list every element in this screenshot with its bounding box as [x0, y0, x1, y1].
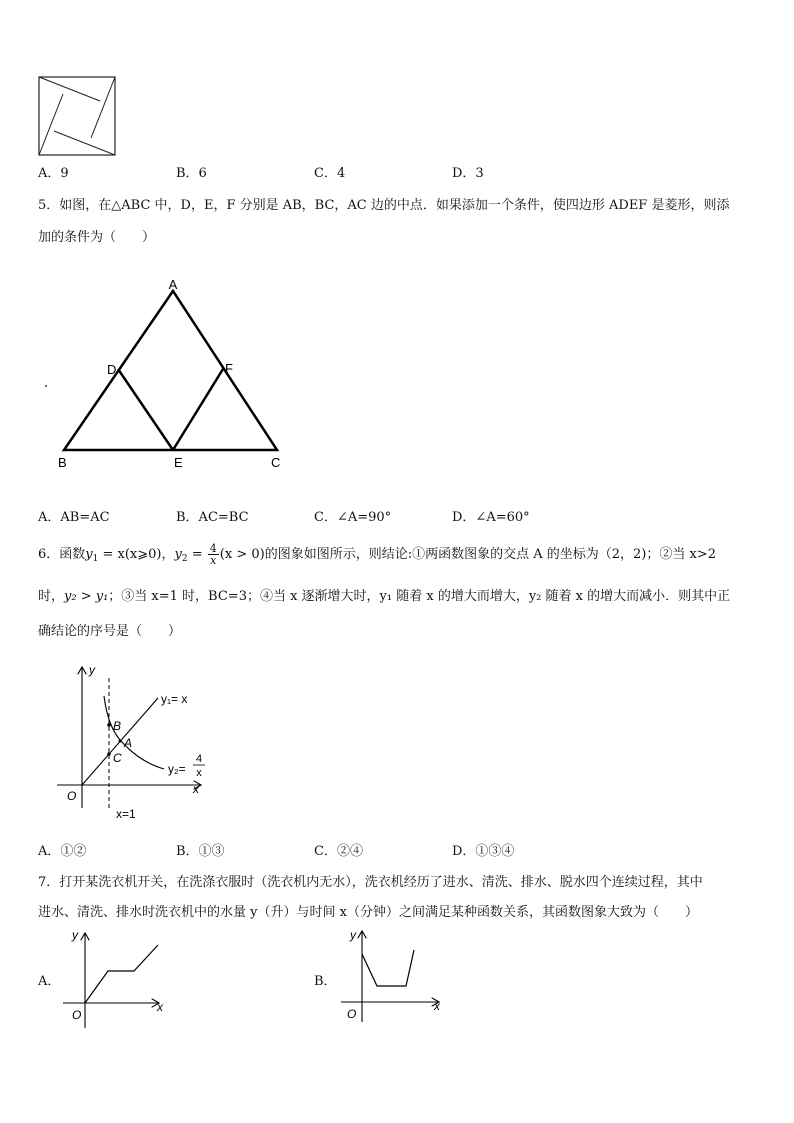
q6-fraction: [208, 543, 219, 566]
q6-option-a[interactable]: A．①②: [38, 844, 87, 859]
graph-x-label: x: [193, 782, 199, 796]
q6-question-line2: [38, 587, 730, 607]
q6-question-line1: [38, 543, 716, 569]
point-b: [107, 723, 111, 727]
q4-option-c[interactable]: C．4: [314, 166, 346, 181]
q7-question-line2: 进水、清洗、排水时洗衣机中的水量 y（升）与时间 x（分钟）之间满足某种函数关系，其函数图象大致为（ ）: [38, 905, 698, 920]
q7-option-a-graph[interactable]: [58, 926, 170, 1032]
q6-y2-sub: 2: [181, 554, 188, 564]
point-a-label: A: [124, 736, 133, 750]
graph-origin-label: O: [67, 789, 77, 803]
y1-label: y₁= x: [161, 692, 188, 706]
pinwheel-square-figure: [38, 76, 116, 156]
q4-option-b[interactable]: B．6: [176, 166, 207, 181]
triangle-midpoints-figure: [40, 270, 300, 475]
q7-a-y-label: y: [72, 928, 78, 942]
q6-rest: 的图象如图所示，则结论:①两函数图象的交点 A 的坐标为（2，2)；②当 x>2: [264, 547, 716, 562]
q7-option-b-graph[interactable]: [336, 924, 448, 1028]
vertex-e-label: E: [174, 455, 183, 470]
q6-cond: (x > 0): [219, 547, 265, 562]
vertex-b-label: B: [58, 455, 67, 470]
q6-y1-sub: 1: [92, 554, 99, 564]
q4-option-a[interactable]: A．9: [38, 166, 69, 181]
q6-eq1: = x(x⩾0)，: [98, 547, 175, 562]
q6-prefix: 6．函数: [38, 547, 86, 562]
y2-frac-num: 4: [195, 753, 203, 765]
q7-option-b-label[interactable]: B．: [314, 974, 337, 989]
q5-question-line1: 5．如图，在△ABC 中，D，E，F 分别是 AB，BC，AC 边的中点．如果添加一个条件，使四边形 ADEF 是菱形，则添: [38, 198, 730, 213]
q6-l2-a: 时，: [38, 589, 65, 604]
q7-a-origin: O: [72, 1008, 82, 1022]
q7-a-x-label: x: [157, 1000, 163, 1014]
vertex-c-label: C: [271, 455, 281, 470]
q5-option-a[interactable]: A．AB=AC: [38, 510, 110, 525]
y2-frac-den: x: [196, 767, 202, 779]
point-b-label: B: [113, 719, 122, 733]
q6-l2-b: y₂ > y₁: [64, 589, 109, 604]
q6-eq2: =: [187, 547, 207, 562]
q5-option-b[interactable]: B．AC=BC: [176, 510, 249, 525]
q6-option-c[interactable]: C．②④: [314, 844, 363, 859]
q6-option-b[interactable]: B．①③: [176, 844, 225, 859]
point-c-label: C: [113, 751, 122, 765]
q4-option-d[interactable]: D．3: [452, 166, 484, 181]
q6-y2: y: [174, 547, 182, 562]
vertex-a-label: A: [168, 277, 178, 292]
q6-question-line3: 确结论的序号是（ ）: [38, 624, 182, 639]
graph-y-label: y: [89, 663, 95, 677]
point-c: [107, 752, 111, 756]
q5-option-d[interactable]: D．∠A=60°: [452, 510, 530, 525]
q6-y1: y: [85, 547, 93, 562]
q6-option-d[interactable]: D．①③④: [452, 844, 515, 859]
q7-option-a-label[interactable]: A．: [38, 974, 61, 989]
x1-label: x=1: [116, 807, 136, 821]
q5-option-c[interactable]: C．∠A=90°: [314, 510, 392, 525]
y2-label: y₂=: [168, 762, 186, 776]
q5-question-line2: 加的条件为（ ）: [38, 230, 156, 245]
q7-b-x-label: x: [434, 999, 440, 1013]
q7-a-curve: [85, 945, 158, 1003]
q6-frac-num: 4: [209, 542, 217, 555]
q7-question-line1: 7．打开某洗衣机开关，在洗涤衣服时（洗衣机内无水），洗衣机经历了进水、清洗、排水、脱水四个连续过程，其中: [38, 875, 703, 890]
vertex-d-label: D: [107, 362, 117, 377]
point-a: [119, 740, 122, 743]
q6-frac-den: x: [210, 554, 217, 567]
vertex-f-label: F: [225, 361, 233, 376]
q7-b-origin: O: [347, 1007, 357, 1021]
q7-b-y-label: y: [350, 928, 356, 942]
q7-b-curve: [362, 950, 414, 986]
q6-function-graph: [52, 658, 222, 828]
q6-l2-c: ；③当 x=1 时，BC=3；④当 x 逐渐增大时，y₁ 随着 x 的增大而增大，y₂ 随着 x 的增大而减小．则其中正: [108, 589, 731, 604]
